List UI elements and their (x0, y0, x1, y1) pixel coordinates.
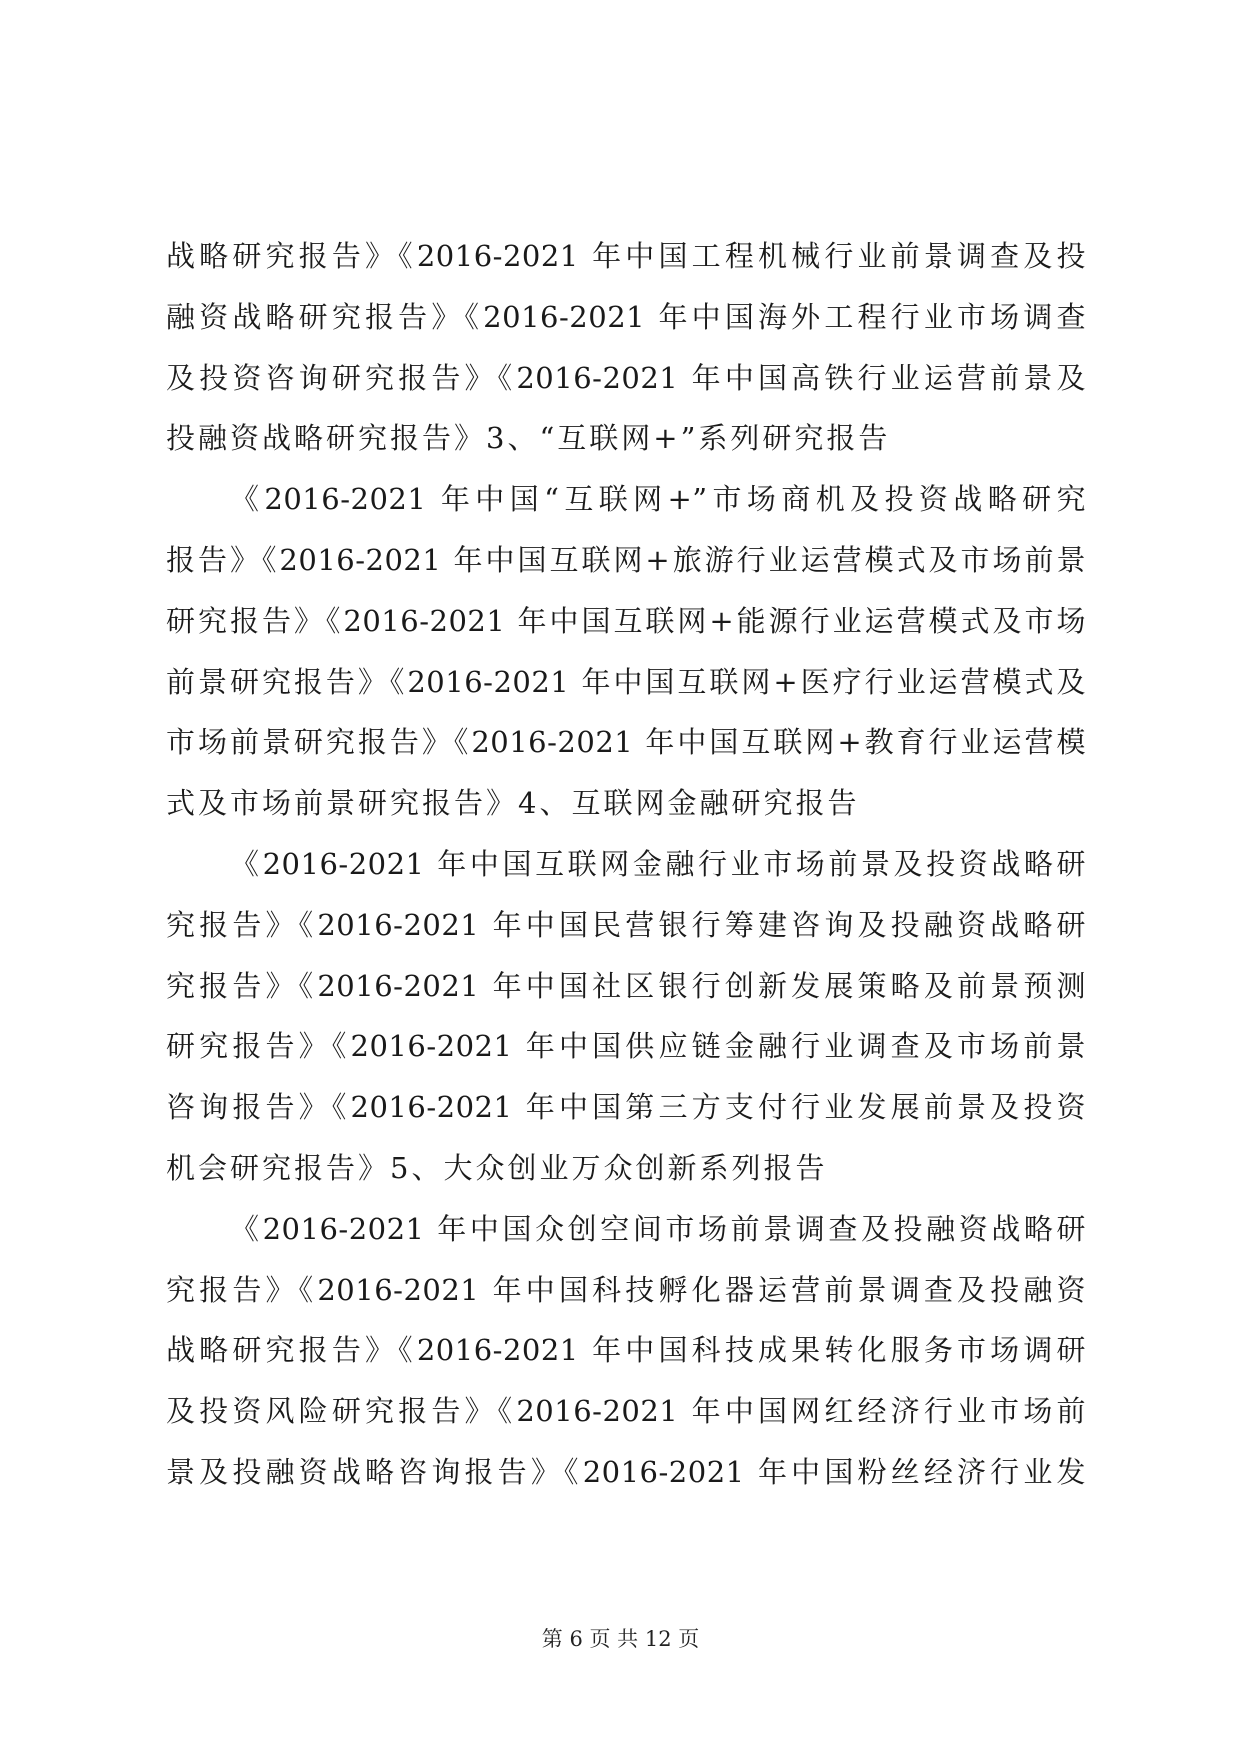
text-line: 《2016-2021 年中国“互联网+”市场商机及投资战略研究 (230, 482, 1086, 517)
text-line: 究报告》《2016-2021 年中国科技孵化器运营前景调查及投融资 (166, 1272, 1086, 1307)
page-number-footer: 第 6 页 共 12 页 (541, 1627, 700, 1651)
text-line: 研究报告》《2016-2021 年中国供应链金融行业调查及市场前景 (166, 1029, 1086, 1064)
text-line: 景及投融资战略咨询报告》《2016-2021 年中国粉丝经济行业发 (166, 1454, 1086, 1489)
text-line: 及投资风险研究报告》《2016-2021 年中国网红经济行业市场前 (166, 1394, 1086, 1429)
text-line: 投融资战略研究报告》3、“互联网+”系列研究报告 (166, 421, 891, 456)
text-line: 报告》《2016-2021 年中国互联网+旅游行业运营模式及市场前景 (166, 542, 1086, 577)
text-line: 前景研究报告》《2016-2021 年中国互联网+医疗行业运营模式及 (166, 664, 1086, 699)
document-body (166, 226, 1086, 1503)
text-line: 研究报告》《2016-2021 年中国互联网+能源行业运营模式及市场 (166, 603, 1086, 638)
text-line: 战略研究报告》《2016-2021 年中国工程机械行业前景调查及投 (166, 239, 1086, 273)
paragraph (166, 226, 1086, 469)
paragraph (166, 834, 1086, 1199)
text-line: 究报告》《2016-2021 年中国民营银行筹建咨询及投融资战略研 (166, 907, 1086, 942)
paragraph (166, 469, 1086, 834)
text-line: 《2016-2021 年中国众创空间市场前景调查及投融资战略研 (230, 1211, 1086, 1246)
text-line: 机会研究报告》5、大众创业万众创新系列报告 (166, 1150, 828, 1185)
text-line: 咨询报告》《2016-2021 年中国第三方支付行业发展前景及投资 (166, 1090, 1086, 1125)
text-line: 《2016-2021 年中国互联网金融行业市场前景及投资战略研 (230, 846, 1086, 881)
text-line: 及投资咨询研究报告》《2016-2021 年中国高铁行业运营前景及 (166, 360, 1086, 395)
paragraph (166, 1199, 1086, 1503)
text-line: 融资战略研究报告》《2016-2021 年中国海外工程行业市场调查 (166, 299, 1086, 334)
text-line: 战略研究报告》《2016-2021 年中国科技成果转化服务市场调研 (166, 1333, 1086, 1368)
text-line: 究报告》《2016-2021 年中国社区银行创新发展策略及前景预测 (166, 968, 1086, 1003)
text-line: 市场前景研究报告》《2016-2021 年中国互联网+教育行业运营模 (166, 725, 1086, 760)
text-line: 式及市场前景研究报告》4、互联网金融研究报告 (166, 786, 860, 821)
